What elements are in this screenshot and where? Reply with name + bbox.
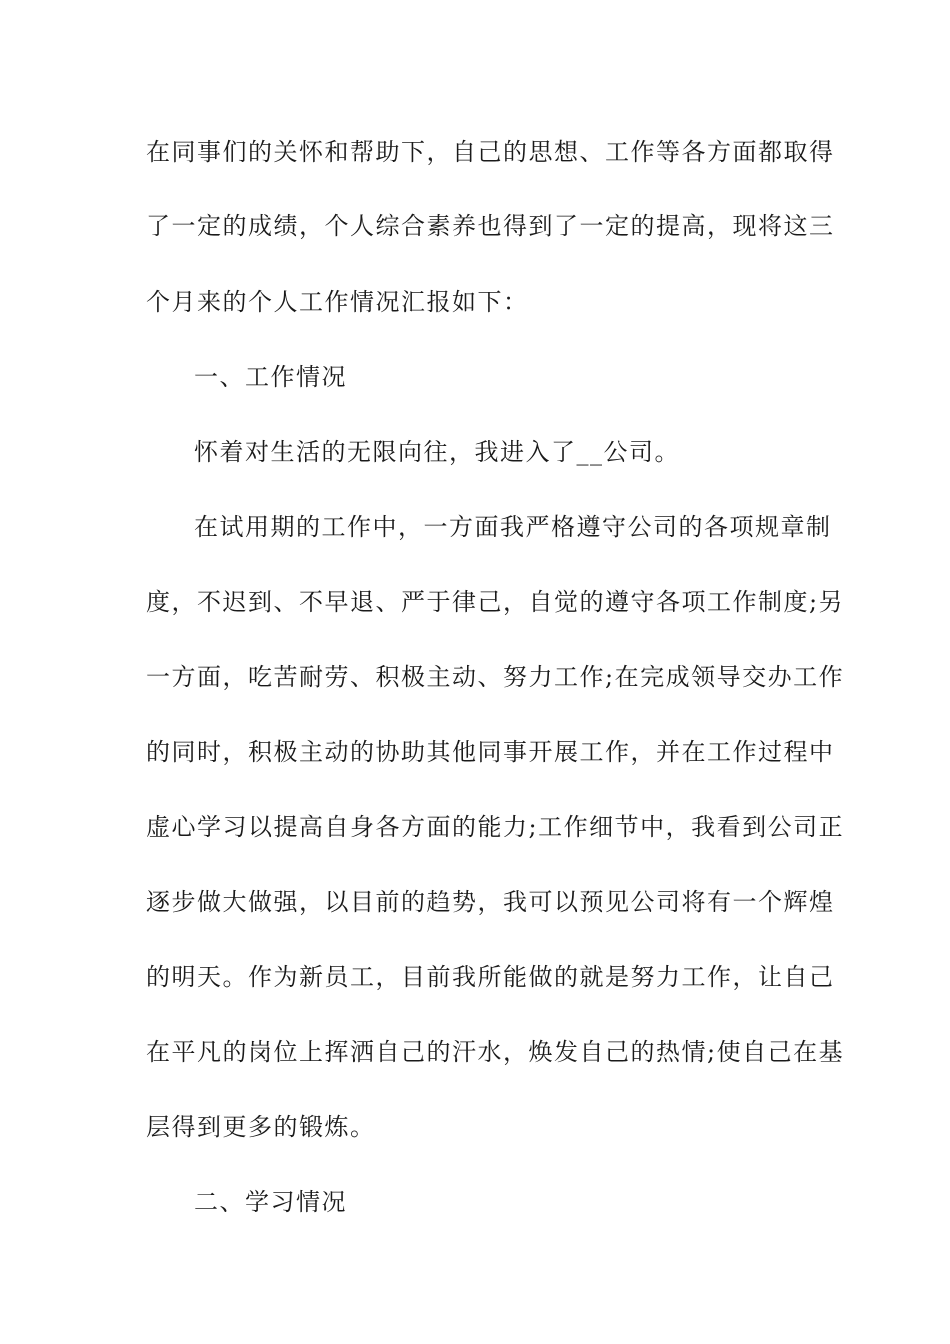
text-line: 在同事们的关怀和帮助下，自己的思想、工作等各方面都取得 xyxy=(146,138,835,166)
text-line: 怀着对生活的无限向往，我进入了__公司。 xyxy=(194,438,680,466)
text-line: 在试用期的工作中，一方面我严格遵守公司的各项规章制 xyxy=(194,513,832,541)
text-line: 逐步做大做强，以目前的趋势，我可以预见公司将有一个辉煌 xyxy=(146,888,835,916)
text-line: 虚心学习以提高自身各方面的能力;工作细节中，我看到公司正 xyxy=(146,813,845,841)
text-line: 一方面，吃苦耐劳、积极主动、努力工作;在完成领导交办工作 xyxy=(146,663,845,691)
section-heading: 一、工作情况 xyxy=(194,363,347,391)
text-line: 的明天。作为新员工，目前我所能做的就是努力工作，让自己 xyxy=(146,963,835,991)
text-line: 的同时，积极主动的协助其他同事开展工作，并在工作过程中 xyxy=(146,738,835,766)
text-line: 度，不迟到、不早退、严于律己，自觉的遵守各项工作制度;另 xyxy=(146,588,845,616)
text-line: 了一定的成绩，个人综合素养也得到了一定的提高，现将这三 xyxy=(146,212,835,240)
text-line: 层得到更多的锻炼。 xyxy=(146,1113,376,1141)
text-line: 个月来的个人工作情况汇报如下： xyxy=(146,288,529,316)
section-heading: 二、学习情况 xyxy=(194,1188,347,1216)
text-line: 在平凡的岗位上挥洒自己的汗水，焕发自己的热情;使自己在基 xyxy=(146,1038,845,1066)
